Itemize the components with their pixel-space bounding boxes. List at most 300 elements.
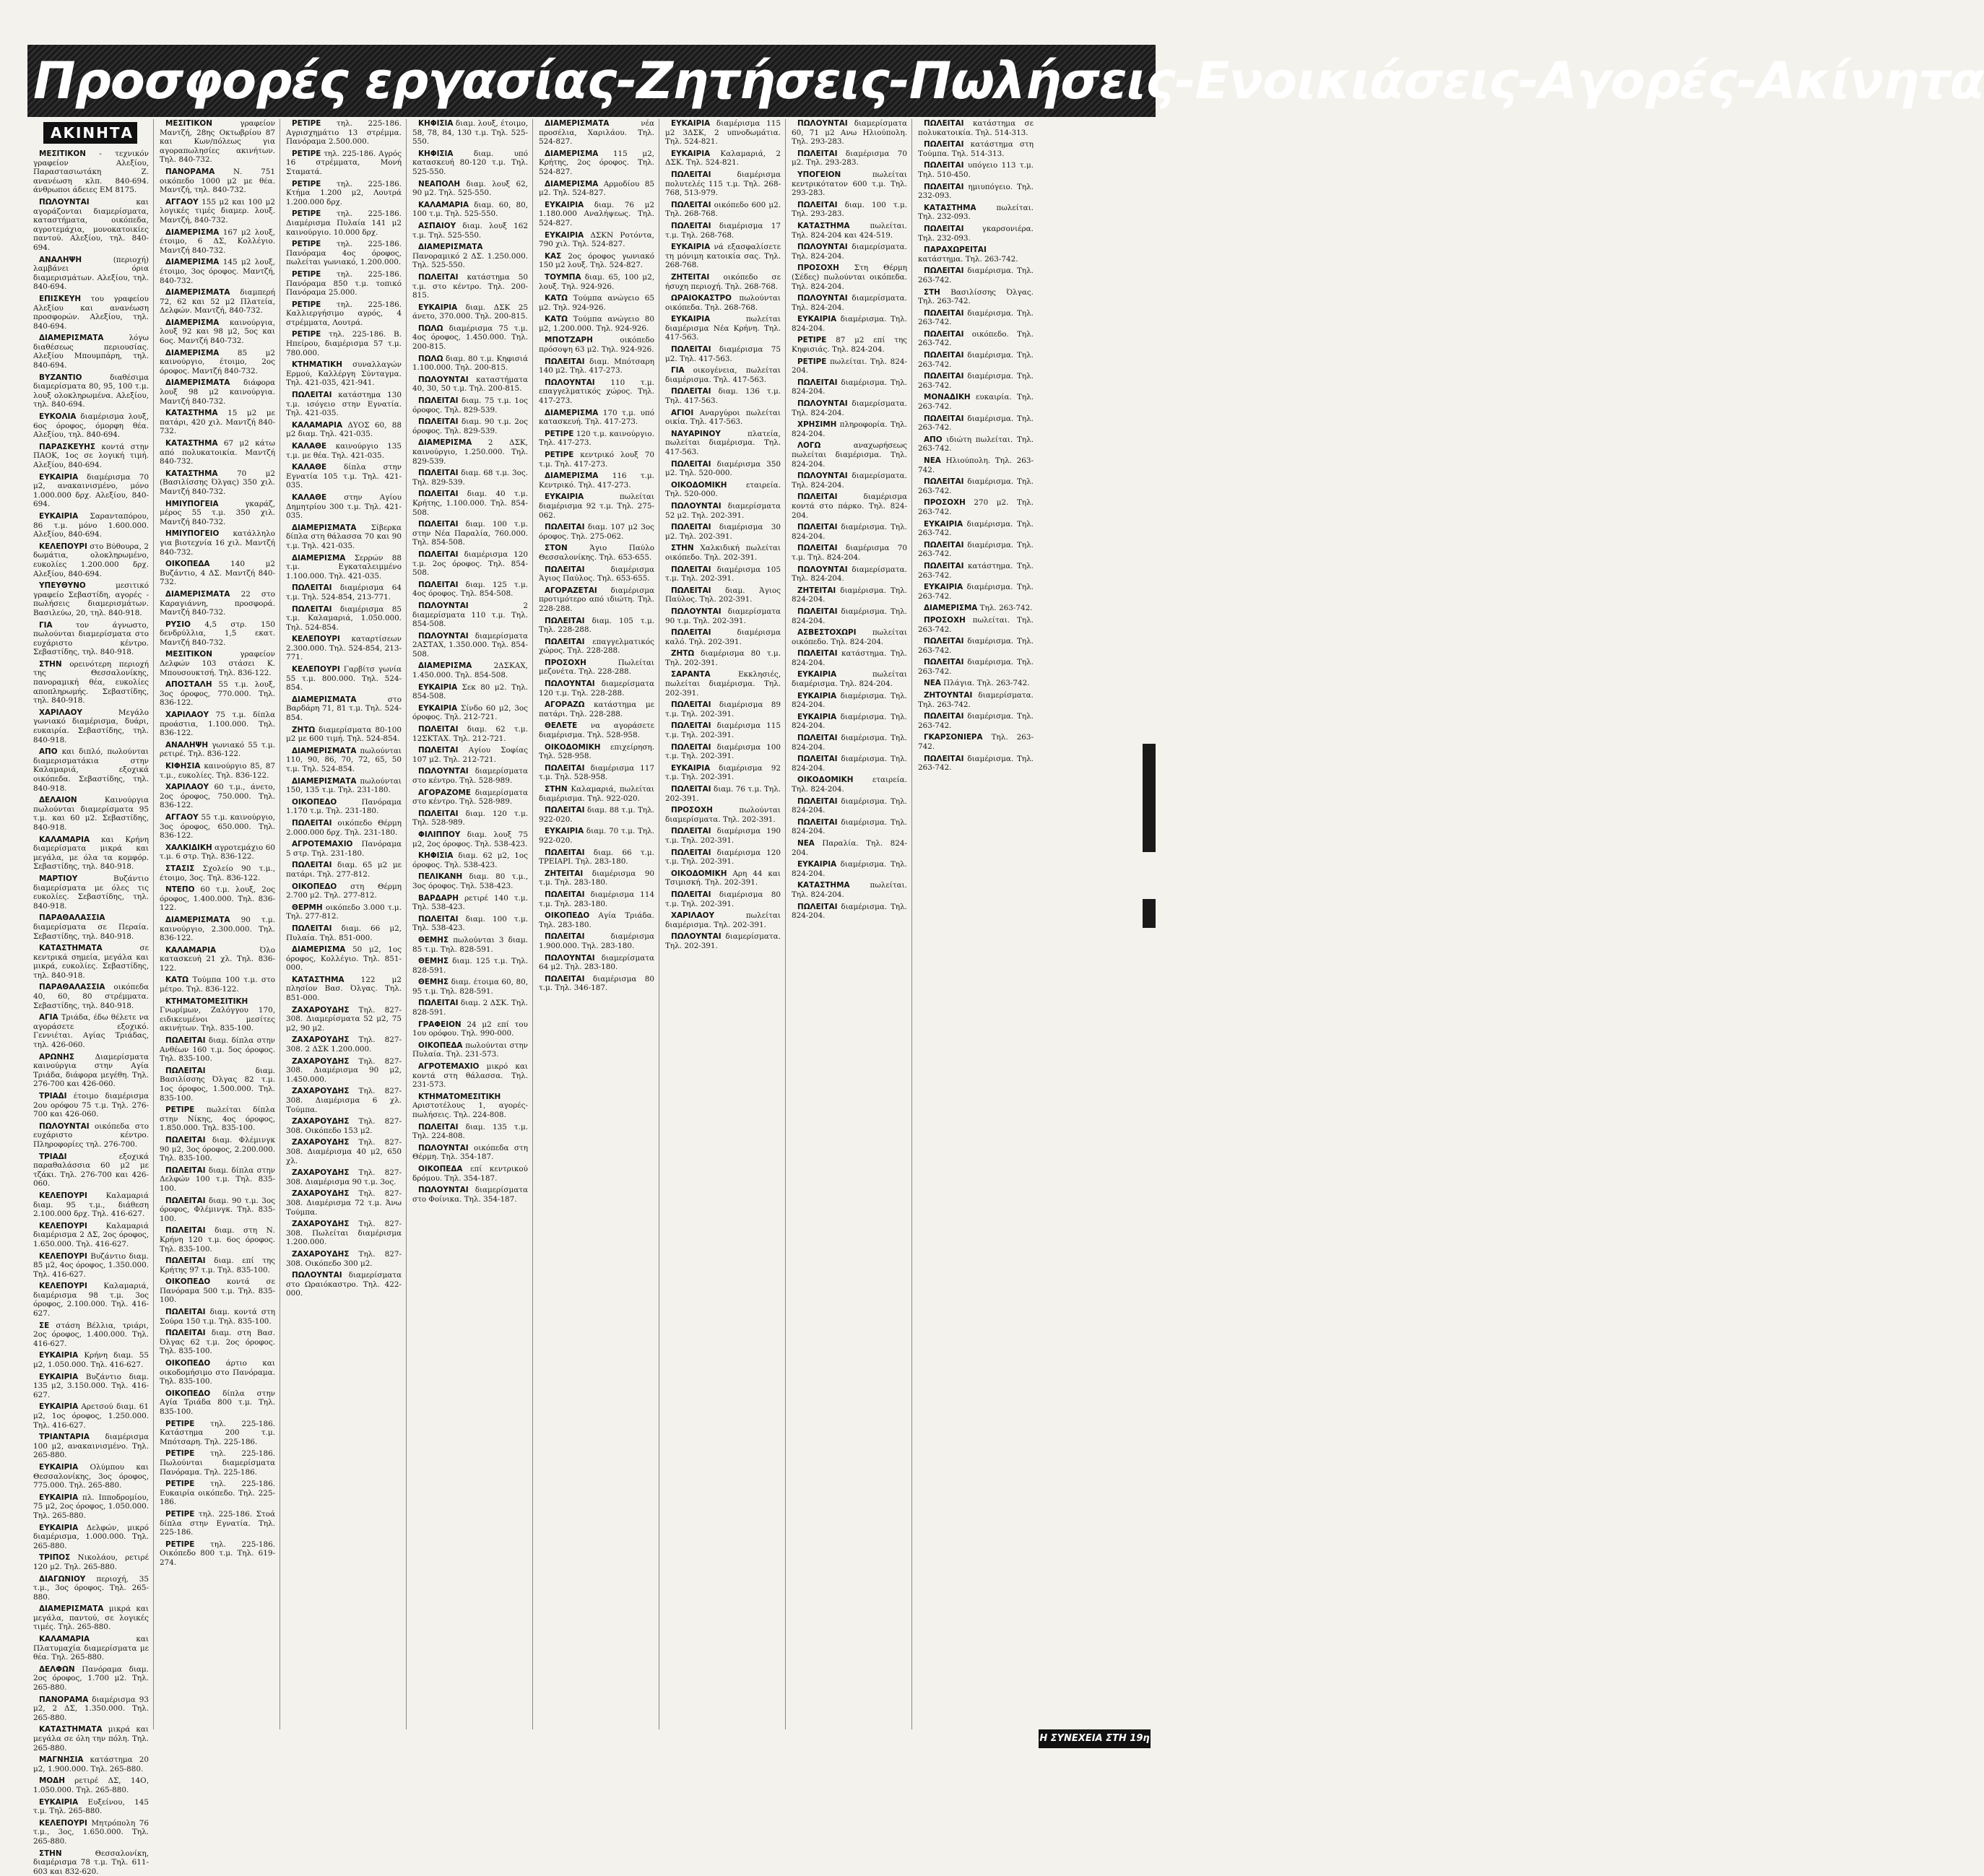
ad-body: 70 μ2 (Βασιλίσσης Όλγας) 350 χιλ. Μαντζή 840-732. (160, 469, 275, 496)
ad-lead-word: ΚΑΛΑΜΑΡΙΑ (292, 420, 343, 430)
ad-body: Διαμερίσματα καινούργια στην Αγία Τριάδα, διάφορα μεγέθη. Τηλ. 276-700 και 426-060. (33, 1052, 149, 1089)
classified-column (787, 119, 912, 1729)
ad-body: διαμ. Άγιος Παύλος. Τηλ. 202-391. (665, 586, 781, 604)
classified-ad (914, 266, 1038, 285)
ad-lead-word: ΠΩΛΕΙΤΑΙ (545, 565, 585, 574)
classified-ad (661, 827, 785, 845)
ad-body: Κρήνη διαμ. 55 μ2, 1.050.000. Τηλ. 416-627. (33, 1351, 149, 1370)
classified-ad (282, 1220, 406, 1247)
ad-body: διαμ. 90 τ.μ. 3ος όροφος, Φλέμινγκ. Τηλ. 835-100. (160, 1196, 275, 1223)
ad-lead-word: ΚΑΛΑΘΕ (292, 463, 327, 472)
ad-body: διαμέρισμα 115 τ.μ. Τηλ. 202-391. (665, 721, 781, 740)
ad-lead-word: ΔΙΑΜΕΡΙΣΜΑΤΑ (165, 589, 230, 599)
ad-body: καινούργια, λουξ 92 και 98 μ2, 5ος και 6ος. Μαντζή 840-732. (160, 318, 275, 346)
ad-body: ΔΣΚΝ Ροτόντα, 790 χιλ. Τηλ. 524-827. (539, 230, 654, 249)
ad-body: πωλούνται στην Πυλαία. Τηλ. 231-573. (412, 1041, 528, 1059)
ad-body: διαμέρισμα 100 μ2, ανακαινισμένο. Τηλ. 265-880. (33, 1433, 149, 1460)
classified-ad (408, 789, 532, 807)
classified-ad (914, 498, 1038, 516)
classified-ad (282, 747, 406, 774)
classified-ad (661, 607, 785, 625)
ad-lead-word: ΖΗΤΩ (671, 649, 695, 659)
classified-ad (408, 746, 532, 764)
classified-ad (661, 700, 785, 718)
classified-ad (914, 372, 1038, 390)
classified-ad (787, 755, 911, 773)
ad-body: διαμ. 100 τ.μ. Τηλ. 293-283. (792, 200, 907, 219)
ad-lead-word: ΟΙΚΟΠΕΔΟ (292, 882, 337, 891)
classified-ad (408, 581, 532, 599)
ad-body: διαμέρισμα. Τηλ. 263-742. (918, 351, 1034, 369)
classified-ad (787, 776, 911, 794)
classified-ad (787, 149, 911, 168)
classified-ad (534, 149, 659, 177)
ad-lead-word: ΣΤΗ (924, 287, 940, 297)
ad-body: διαμ. 66 τ.μ. ΤΡΕΙΑΡΙ. Τηλ. 283-180. (539, 848, 654, 867)
classified-ad (282, 861, 406, 879)
ad-body: πωλείται. Τηλ. 232-093. (918, 203, 1034, 222)
ad-lead-word: ΟΙΚΟΠΕΔΑ (418, 1041, 463, 1050)
ad-body: διαμέρισμα. Τηλ. 824-204. (792, 755, 907, 773)
classified-ad (914, 225, 1038, 243)
ad-body: διαμέρισμα. Τηλ. 263-742. (918, 540, 1034, 559)
classified-ad (155, 650, 280, 677)
ad-lead-word: ΠΩΛΕΙΤΑΙ (545, 763, 585, 773)
ad-lead-word: ΔΙΑΜΕΡΙΣΜΑΤΑ (418, 243, 483, 252)
ad-body: διαμ. 107 μ2 3ος όροφος. Τηλ. 275-062. (539, 523, 654, 541)
ad-body: διαμ. 62 μ2, 1ος όροφος. Τηλ. 538-423. (412, 851, 528, 869)
classified-ad (661, 649, 785, 667)
ad-body: οικόπεδο σε ήσυχη περιοχή. Τηλ. 268-768. (665, 272, 781, 291)
ad-lead-word: ΠΩΛΕΙΤΑΙ (165, 1226, 206, 1236)
classified-ad (787, 860, 911, 878)
ad-lead-word: ΔΙΑΜΕΡΙΣΜΑ (292, 553, 346, 563)
classified-ad (534, 954, 659, 972)
classified-ad (29, 256, 153, 292)
ad-lead-word: ΕΥΚΑΙΡΙΑ (39, 1523, 79, 1532)
ad-body: 55 τ.μ. λουξ, 3ος όροφος, 770.000. Τηλ. 836-122. (160, 680, 275, 708)
classified-ad (408, 683, 532, 701)
ad-lead-word: ΚΑΛΑΘΕ (292, 442, 327, 451)
classified-ad (282, 635, 406, 662)
ad-lead-word: ΠΩΛΕΙΤΑΙ (418, 746, 459, 755)
ad-body: Πωλείται μεζονέτα. Τηλ. 228-288. (539, 658, 654, 677)
ad-lead-word: ΔΙΑΓΩΝΙΟΥ (39, 1574, 86, 1584)
ad-body: ορεινότερη περιοχή της Θεσσαλονίκης, πανοραμική θέα, ευκολίες αποπληρωμής. Σεβαστίδης, τηλ. 840-918. (33, 659, 149, 705)
ad-lead-word: ΠΩΛΕΙΤΑΙ (797, 492, 838, 502)
ad-body: διαμερίσματα 80-100 μ2 με 600 τιμή. Τηλ. 524-854. (286, 725, 402, 744)
classified-ad (29, 1819, 153, 1846)
ad-body: Καλαμαριά, διαμέρισμα 98 τ.μ. 3ος όροφος, 2.100.000. Τηλ. 416-627. (33, 1282, 149, 1319)
classified-ad (661, 201, 785, 219)
classified-ad (155, 1136, 280, 1163)
ad-lead-word: ΕΥΚΑΙΡΙΑ (671, 763, 711, 773)
ad-body: Σίνδο 60 μ2, 3ος όροφος. Τηλ. 212-721. (412, 703, 528, 722)
ad-lead-word: ΠΩΛΕΙΤΑΙ (165, 1066, 206, 1075)
ad-lead-word: ΠΩΛΕΙΤΑΙ (671, 848, 711, 857)
ad-lead-word: ΖΑΧΑΡΟΥΔΗΣ (292, 1005, 350, 1015)
ad-lead-word: ΡΕΤΙΡΕ (165, 1419, 195, 1428)
ad-body: Ν. 751 οικόπεδο 1000 μ2 με θέα. Μαντζή, τηλ. 840-732. (160, 167, 275, 195)
classified-ad (787, 797, 911, 815)
ad-body: διαμέρισμα. Τηλ. 824-204. (792, 796, 907, 815)
ad-lead-word: ΜΠΟΤΖΑΡΗ (545, 336, 593, 345)
ad-body: Πανοραμικό 2 ΔΣ. 1.250.000. Τηλ. 525-550. (412, 251, 528, 270)
ad-body: κατάστημα σε πολυκατοικία. Τηλ. 514-313. (918, 119, 1034, 137)
ad-body: στο Βύθουρα, 2 δωμάτια, ολοκληρωμένο, ευκολίες 1.200.000 δρχ. Αλεξίου, 840-694. (33, 542, 149, 578)
ad-body: διαμέρισμα 93 μ2, 2 ΔΣ, 1.350.000. Τηλ. 265-880. (33, 1695, 149, 1722)
ad-body: 270 μ2. Τηλ. 263-742. (918, 498, 1034, 516)
ad-body: τηλ. 225-186. Στοά δίπλα στην Εγνατία. Τηλ. 225-186. (160, 1509, 275, 1537)
ad-body: διαμερίσματα. Τηλ. 824-204. (792, 472, 907, 490)
ad-lead-word: ΠΩΛΕΙΤΑΙ (292, 818, 332, 828)
ad-lead-word: ΟΙΚΟΠΕΔΑ (165, 560, 210, 569)
classified-ad (914, 204, 1038, 222)
ad-body: Καλαμαριά διαμ. 95 τ.μ., διάθεση 2.100.000 δρχ. Τηλ. 416-627. (33, 1191, 149, 1219)
ad-lead-word: ΠΩΛΟΥΝΤΑΙ (39, 197, 90, 207)
ad-lead-word: ΠΩΛΕΙΤΑΙ (418, 520, 459, 529)
classified-ad (914, 456, 1038, 474)
ad-body: Νικολάου, ρετιρέ 120 μ2. Τηλ. 265-880. (33, 1553, 149, 1571)
classified-ad (155, 741, 280, 759)
ad-lead-word: ΚΑΤΩ (165, 976, 189, 985)
classified-ad (155, 500, 280, 527)
ad-body: πωλείται διαμέρισμα. Τηλ. 824-204. (792, 670, 907, 689)
ad-lead-word: ΤΟΥΜΠΑ (545, 272, 581, 282)
ad-lead-word: ΠΩΛΕΙΤΑΙ (924, 351, 964, 360)
ad-lead-word: ΑΓΟΡΑΖΕΤΑΙ (545, 586, 597, 595)
ad-lead-word: ΣΤΗΝ (39, 1849, 62, 1858)
ad-lead-word: ΠΩΛΟΥΝΤΑΙ (292, 1271, 342, 1280)
ad-body: διαμέρισμα. Τηλ. 263-742. (918, 372, 1034, 390)
ad-lead-word: ΚΕΛΕΠΟΥΡΙ (39, 1251, 87, 1261)
ad-lead-word: ΑΝΑΛΗΨΗ (165, 740, 209, 750)
classified-ad (29, 1635, 153, 1662)
classified-ad (155, 409, 280, 436)
ad-body: πωλείται οικόπεδο. Τηλ. 824-204. (792, 628, 907, 646)
ad-body: Αρμοδίου 85 μ2. Τηλ. 524-827. (539, 179, 654, 198)
ad-lead-word: ΚΑΤΑΣΤΗΜΑ (797, 881, 850, 890)
classified-ad (408, 957, 532, 975)
ad-lead-word: ΔΕΛΦΩΝ (39, 1664, 75, 1674)
ad-body: διαμέρισμα. Τηλ. 824-204. (792, 691, 907, 710)
ad-body: Αρη 44 και Τσιμισκή. Τηλ. 202-391. (665, 869, 781, 887)
ad-lead-word: ΜΟΝΑΔΙΚΗ (924, 393, 971, 402)
ad-lead-word: ΒΑΡΔΑΡΗ (418, 893, 459, 903)
ad-body: διαμερίσματα στο κέντρο. Τηλ. 528-989. (412, 767, 528, 785)
ad-body: 140 μ2 Βυζάντιο, 4 ΔΣ. Μαντζή 840-732. (160, 560, 275, 587)
ad-lead-word: ΕΥΚΑΙΡΙΑ (797, 860, 837, 869)
classified-ad (534, 679, 659, 698)
ad-lead-word: ΔΙΑΜΕΡΙΣΜΑ (924, 604, 978, 613)
classified-ad (787, 243, 911, 261)
ad-lead-word: ΘΕΜΗΣ (418, 935, 449, 944)
classified-ad (155, 1389, 280, 1417)
classified-ad (29, 1849, 153, 1876)
classified-ad (282, 1006, 406, 1033)
classified-ad (29, 747, 153, 793)
ad-body: μεσιτικό γραφείο Σεβαστίδη, αγορές - πωλήσεις διαμερισμάτων. Βασιλεύω, 20, τηλ. 840-918. (33, 581, 149, 617)
classified-ad (282, 330, 406, 357)
ad-lead-word: ΚΕΛΕΠΟΥΡΙ (39, 1818, 87, 1828)
ad-lead-word: ΠΩΛΕΙΤΑΙ (671, 827, 711, 836)
classified-ad (29, 983, 153, 1010)
ad-lead-word: ΝΕΑ (797, 838, 815, 848)
ad-body: Αριστοτέλους 1, αγορές-πωλήσεις. Τηλ. 224-808. (412, 1101, 528, 1119)
classified-ad (787, 692, 911, 710)
classified-ad (534, 180, 659, 198)
ad-lead-word: ΠΩΛΕΙΤΑΙ (924, 224, 964, 233)
classified-ad (661, 409, 785, 427)
classified-ad (155, 783, 280, 810)
classified-ad (408, 1144, 532, 1162)
ad-lead-word: ΠΩΛΕΙΤΑΙ (292, 391, 332, 400)
ad-lead-word: ΠΩΛΕΙΤΑΙ (797, 378, 838, 387)
ad-body: διαμ. λουξ, έτοιμο, 58, 78, 84, 130 τ.μ. Τηλ. 525-550. (412, 119, 529, 147)
ad-body: διαμερίσματα 120 τ.μ. Τηλ. 228-288. (539, 679, 654, 698)
classified-ad (787, 170, 911, 198)
ad-lead-word: ΠΩΛΟΥΝΤΑΙ (418, 1143, 469, 1152)
ad-lead-word: ΚΗΦΙΣΙΑ (418, 149, 454, 158)
ad-lead-word: ΠΩΛΕΙΤΑΙ (165, 1308, 206, 1317)
ad-body: διαμέρισμα Άγιος Παύλος. Τηλ. 653-655. (539, 565, 654, 583)
classified-ad (408, 222, 532, 240)
ad-lead-word: ΖΑΧΑΡΟΥΔΗΣ (292, 1117, 350, 1126)
ad-lead-word: ΠΩΛΟΥΝΤΑΙ (39, 1121, 90, 1131)
ad-body: Σεκ 80 μ2. Τηλ. 854-508. (412, 682, 528, 701)
ad-lead-word: ΡΕΤΙΡΕ (797, 357, 827, 366)
edge-tab (1143, 899, 1156, 928)
classified-ad (282, 903, 406, 921)
ad-body: διαμ. δίπλα στην Ανθέων 160 τ.μ. 5ος όροφος. Τηλ. 835-100. (160, 1036, 275, 1064)
ad-lead-word: ΕΥΚΑΙΡΙΑ (545, 200, 584, 209)
classified-ad (155, 318, 280, 346)
classified-ad (155, 1510, 280, 1537)
ad-body: γραφείον Μαντζή, 28ης Οκτωβρίου 87 και Κων/πόλεως για αγοραπωλησίες ακινήτων. Τηλ. 840-732. (160, 119, 275, 165)
ad-lead-word: ΠΩΛΕΙΤΑΙ (292, 924, 332, 933)
ad-body: εταιρεία. Τηλ. 824-204. (792, 776, 907, 794)
classified-ad (534, 638, 659, 656)
ad-lead-word: ΠΩΛΕΙΤΑΙ (418, 272, 459, 282)
ad-lead-word: ΔΙΑΜΕΡΙΣΜΑΤΑ (545, 119, 610, 128)
ad-body: οικόπεδα στη Θέρμη. Τηλ. 354-187. (412, 1143, 528, 1162)
ad-lead-word: ΠΡΟΣΟΧΗ (671, 806, 713, 815)
ad-lead-word: ΓΙΑ (39, 620, 53, 630)
classified-ad (661, 387, 785, 405)
ad-lead-word: ΧΑΡΙΛΑΟΥ (39, 708, 82, 717)
ad-lead-word: ΚΑΛΑΜΑΡΙΑ (39, 835, 90, 844)
classified-ad (661, 366, 785, 384)
classified-ad (534, 315, 659, 333)
ad-lead-word: ΠΩΛΟΥΝΤΑΙ (545, 679, 595, 689)
classified-ad (914, 351, 1038, 369)
classified-ad (282, 605, 406, 633)
ad-body: διαμ. 40 τ.μ. Κρήτης, 1.100.000. Τηλ. 854-508. (412, 490, 528, 517)
classified-ad (408, 851, 532, 869)
ad-body: Τούμπα ανώγειο 80 μ2, 1.200.000. Τηλ. 924-926. (539, 315, 654, 333)
ad-body: στην Αγίου Δημητρίου 300 τ.μ. Τηλ. 421-035. (286, 492, 402, 521)
ad-body: Σερρών 88 τ.μ. Εγκαταλειμμένο 1.100.000. Τηλ. 421-035. (286, 553, 402, 581)
ad-body: τηλ. 225-186. Διαμέρισμα Πυλαία 141 μ2 καινούργιο. 10.000 δρχ. (286, 209, 402, 237)
ad-lead-word: ΖΑΧΑΡΟΥΔΗΣ (292, 1035, 350, 1045)
ad-lead-word: ΔΙΑΜΕΡΙΣΜΑΤΑ (165, 378, 230, 388)
classified-ad (29, 1493, 153, 1521)
classified-ad (787, 336, 911, 354)
classified-ad (155, 1166, 280, 1194)
ad-lead-word: ΑΡΩΝΗΣ (39, 1052, 74, 1061)
classified-ad (408, 1186, 532, 1204)
ad-body: Γνωρίμων, Ζαλόγγου 170, ειδικευμένοι μεσίτες ακινήτων. Τηλ. 835-100. (160, 1006, 275, 1033)
ad-lead-word: ΟΙΚΟΔΟΜΙΚΗ (797, 776, 854, 785)
ad-lead-word: ΡΕΤΙΡΕ (292, 179, 321, 188)
ad-body: πωλούνται διαμερίσματα. Τηλ. 202-391. (665, 806, 781, 824)
ad-body: 115 μ2, Κρήτης, 2ος όροφος. Τηλ. 524-827. (539, 149, 654, 176)
ad-lead-word: ΓΡΑΦΕΙΟΝ (418, 1020, 462, 1029)
ad-lead-word: ΧΑΡΙΛΑΟΥ (165, 711, 209, 720)
ad-body: Πανόραμα 1.170 τ.μ. Τηλ. 231-180. (286, 797, 402, 816)
ad-lead-word: ΠΩΛΕΙΤΑΙ (924, 140, 964, 149)
classified-ad (282, 819, 406, 837)
classified-ad (534, 869, 659, 887)
ad-lead-word: ΠΩΛΟΥΝΤΑΙ (671, 607, 722, 616)
ad-lead-word: ΦΙΛΙΠΠΟΥ (418, 830, 461, 839)
classified-ad (282, 798, 406, 816)
ad-body: Τηλ. 827-308. Διαμέρισμα 6 χλ. Τούμπα. (286, 1087, 402, 1114)
ad-lead-word: ΠΑΡΑΣΚΕΥΗΣ (39, 442, 95, 451)
classified-ad (408, 396, 532, 414)
ad-lead-word: ΠΩΛΕΙΤΑΙ (797, 544, 838, 553)
ad-lead-word: ΔΙΑΜΕΡΙΣΜΑ (418, 438, 472, 448)
ad-lead-word: ΡΕΤΙΡΕ (292, 240, 321, 249)
ad-lead-word: ΠΩΛΕΙΤΑΙ (545, 523, 585, 532)
classified-ad (661, 932, 785, 950)
ad-body: διαμ. 80 τ.μ. Κηφισιά 1.100.000. Τηλ. 200-815. (412, 354, 528, 373)
classified-ad (408, 355, 532, 373)
ad-body: διαμερίσματα. Τηλ. 824-204. (792, 294, 907, 312)
classified-ad (282, 1250, 406, 1268)
classified-column (155, 119, 280, 1729)
ad-lead-word: ΕΥΚΑΙΡΙΑ (39, 472, 79, 482)
ad-body: Τηλ. 827-308. Διαμέρισμα 90 τ.μ. 3ος. (286, 1168, 402, 1186)
ad-body: Σίβερκα δίπλα στη θάλασσα 70 και 90 τ.μ. Τηλ. 421-035. (286, 523, 402, 550)
ad-body: διαμέρισμα. Τηλ. 263-742. (918, 266, 1034, 285)
classified-ad (155, 1308, 280, 1326)
ad-body: διαμέρισμα. Τηλ. 824-204. (792, 712, 907, 731)
classified-ad (914, 414, 1038, 433)
ad-lead-word: ΔΙΑΜΕΡΙΣΜΑ (165, 318, 220, 327)
classified-ad (282, 1057, 406, 1085)
ad-body: διαμέρισμα 120 τ.μ. 2ος όροφος. Τηλ. 854-508. (412, 550, 528, 578)
classified-ad (155, 469, 280, 497)
classified-ad (29, 621, 153, 657)
ad-lead-word: ΔΙΑΜΕΡΙΣΜΑΤΑ (39, 334, 104, 343)
ad-body: πλατεία, πωλείται διαμέρισμα. Τηλ. 417-563. (665, 429, 781, 456)
ad-body: διαμ. 60, 80, 100 τ.μ. Τηλ. 525-550. (412, 200, 528, 219)
classified-ad (787, 222, 911, 240)
classified-ad (408, 438, 532, 466)
ad-lead-word: ΠΩΛΕΙΤΑΙ (671, 700, 711, 710)
ad-body: διαμέρισμα. Τηλ. 824-204. (792, 734, 907, 752)
ad-lead-word: ΠΩΛΕΙΤΑΙ (418, 580, 459, 589)
ad-lead-word: ΑΣΒΕΣΤΟΧΩΡΙ (797, 628, 857, 638)
ad-lead-word: ΕΥΚΑΙΡΙΑ (418, 682, 458, 692)
classified-ad (534, 357, 659, 375)
ad-lead-word: ΠΩΛΕΙΤΑΙ (797, 755, 838, 764)
ad-body: διαμ. έτοιμα 60, 80, 95 τ.μ. Τηλ. 828-591. (412, 978, 528, 996)
ad-lead-word: ΚΑΤΑΣΤΗΜΑΤΑ (39, 944, 103, 953)
ad-body: διαμ. Μπότσαρη 140 μ2. Τηλ. 417-273. (539, 357, 654, 375)
ad-lead-word: ΠΩΛΕΙΤΑΙ (165, 1196, 206, 1205)
ad-lead-word: ΠΩΛΟΥΝΤΑΙ (418, 631, 469, 640)
ad-lead-word: ΖΗΤΟΥΝΤΑΙ (924, 691, 973, 700)
ad-lead-word: ΔΙΑΜΕΡΙΣΜΑ (545, 179, 599, 188)
ad-body: διαμέρισμα. Τηλ. 263-742. (918, 308, 1034, 327)
ad-lead-word: ΡΕΤΙΡΕ (292, 330, 321, 339)
ad-lead-word: ΠΩΛΕΙΤΑΙ (418, 396, 459, 406)
ad-lead-word: ΠΩΛΕΙΤΑΙ (418, 490, 459, 499)
ad-lead-word: ΤΡΙΑΔΙ (39, 1152, 67, 1161)
classified-ad (155, 1256, 280, 1274)
ad-lead-word: ΠΩΛΕΙΤΑΙ (545, 616, 585, 625)
ad-body: 60 τ.μ. λουξ, 2ος όροφος, 1.400.000. Τηλ. 836-122. (160, 885, 275, 913)
ad-lead-word: ΧΑΡΙΛΑΟΥ (165, 783, 209, 792)
ad-lead-word: ΠΩΛΕΙΤΑΙ (797, 200, 838, 209)
classified-ad (408, 936, 532, 954)
classified-ad (661, 222, 785, 240)
ad-lead-word: ΠΕΛΙΚΑΝΗ (418, 872, 463, 882)
ad-lead-word: ΕΥΚΑΙΡΙΑ (671, 119, 711, 128)
ad-body: τηλ. 225-186. Πωλούνται διαμερίσματα Πανόραμα. Τηλ. 225-186. (160, 1449, 275, 1477)
ad-body: διαμέρισμα 80 τ.μ. Τηλ. 202-391. (665, 649, 781, 667)
ad-lead-word: ΠΩΛΕΙΤΑΙ (671, 459, 711, 469)
ad-body: διαμ. κοντά στη Σούρα 150 τ.μ. Τηλ. 835-100. (160, 1308, 275, 1326)
ad-lead-word: ΕΥΚΑΙΡΙΑ (39, 1402, 79, 1412)
ad-body: αναχωρήσεως πωλείται διαμέρισμα. Τηλ. 824-204. (792, 441, 907, 469)
ad-lead-word: ΠΩΛΕΙΤΑΙ (797, 902, 838, 911)
ad-lead-word: ΠΩΛΟΥΝΤΑΙ (671, 501, 722, 511)
classified-ad (155, 560, 280, 587)
classified-ad (408, 469, 532, 487)
ad-body: Τηλ. 827-308. Διαμερίσματα 52 μ2, 75 μ2, 90 μ2. (286, 1005, 402, 1033)
ad-body: Αγία Τριάδα. Τηλ. 283-180. (539, 911, 654, 929)
classified-ad (534, 119, 659, 147)
ad-lead-word: ΠΡΟΣΟΧΗ (924, 615, 966, 625)
ad-body: διαμέρισμα 30 μ2. Τηλ. 202-391. (665, 523, 781, 541)
ad-lead-word: ΠΩΛΕΙΤΑΙ (924, 119, 964, 128)
ad-lead-word: ΠΩΛΟΥΝΤΑΙ (418, 375, 469, 384)
ad-lead-word: ΠΑΡΑΧΩΡΕΙΤΑΙ (924, 246, 987, 255)
ad-lead-word: ΘΕΛΕΤΕ (545, 721, 578, 731)
classified-ad (534, 544, 659, 562)
classified-ad (282, 665, 406, 692)
classified-ad (787, 565, 911, 583)
ad-body: διαμερίσματα. Τηλ. 202-391. (665, 932, 781, 950)
classified-ad (661, 869, 785, 887)
ad-lead-word: ΝΤΕΠΟ (165, 885, 195, 895)
ad-lead-word: ΔΙΑΜΕΡΙΣΜΑΤΑ (292, 695, 357, 704)
classified-ad (661, 628, 785, 646)
ad-body: τηλ. 225-186. Κτήμα 1.200 μ2, Λουτρά 1.200.000 δρχ. (286, 179, 402, 207)
classified-ad (534, 659, 659, 677)
classified-ad (661, 544, 785, 562)
ad-lead-word: ΔΙΑΜΕΡΙΣΜΑ (545, 472, 599, 481)
classified-column (661, 119, 786, 1729)
ad-body: και αγοράζονται διαμερίσματα, καταστήματα, οικόπεδα, αγροτεμάχια, μονοκατοικίες παντού. Αλεξίου, τηλ. 840-694. (33, 197, 149, 252)
classified-ad (408, 1020, 532, 1038)
classified-ad (661, 119, 785, 147)
ad-body: διαμέρισμα 92 τ.μ. Τηλ. 202-391. (665, 763, 781, 782)
ad-lead-word: ΚΗΦΙΣΙΑ (418, 119, 454, 128)
